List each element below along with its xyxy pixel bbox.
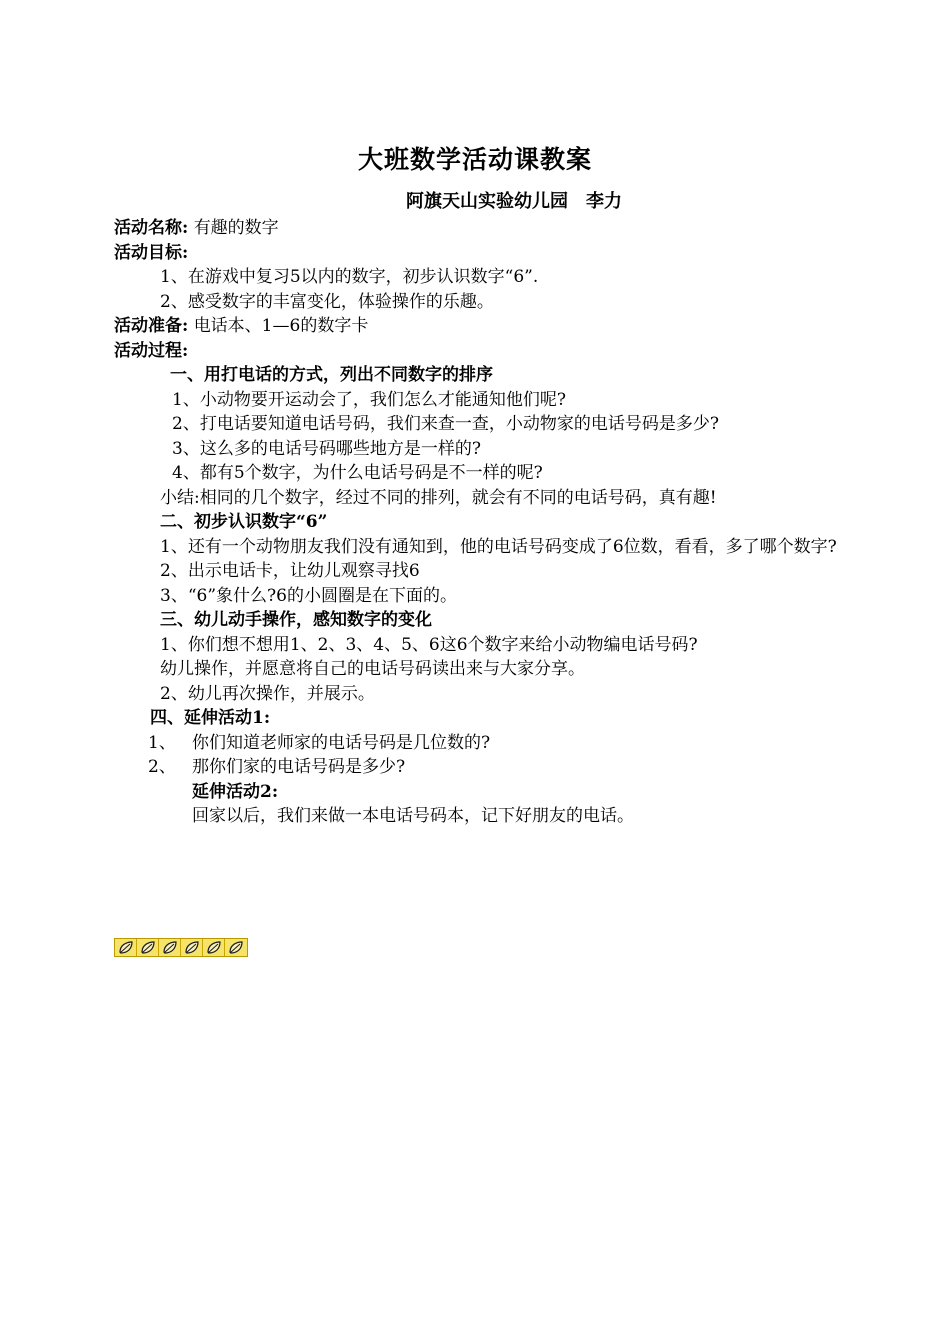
section-item: 1、还有一个动物朋友我们没有通知到，他的电话号码变成了6位数，看看，多了哪个数字? xyxy=(160,536,837,557)
leaf-icon xyxy=(203,939,225,956)
section-item: 1、小动物要开运动会了，我们怎么才能通知他们呢? xyxy=(172,389,566,410)
author-line: 阿旗天山实验幼儿园 李力 xyxy=(406,191,622,212)
section-item: 幼儿操作，并愿意将自己的电话号码读出来与大家分享。 xyxy=(160,659,585,679)
goal-item: 2、感受数字的丰富变化，体验操作的乐趣。 xyxy=(160,291,494,312)
activity-name-value: 有趣的数字 xyxy=(193,218,279,238)
section-item: 3、这么多的电话号码哪些地方是一样的? xyxy=(172,438,481,459)
sub-text: 回家以后，我们来做一本电话号码本，记下好朋友的电话。 xyxy=(192,806,634,826)
item-number: 2、 xyxy=(148,757,176,777)
section-heading: 四、延伸活动1: xyxy=(150,708,271,728)
leaf-icon xyxy=(181,939,203,956)
leaf-icon xyxy=(159,939,181,956)
item-text: 那你们家的电话号码是多少? xyxy=(192,757,406,777)
section-item: 2、幼儿再次操作，并展示。 xyxy=(160,683,375,704)
activity-name-label: 活动名称: xyxy=(114,218,189,238)
numbered-item xyxy=(114,755,840,780)
section-heading: 一、用打电话的方式，列出不同数字的排序 xyxy=(170,365,493,385)
item-number: 1、 xyxy=(148,732,176,753)
prep-row xyxy=(114,314,840,339)
item-text: 你们知道老师家的电话号码是几位数的? xyxy=(192,732,491,753)
section-item: 1、你们想不想用1、2、3、4、5、6这6个数字来给小动物编电话号码? xyxy=(160,634,698,655)
activity-name-row xyxy=(114,216,840,241)
process-label: 活动过程: xyxy=(114,340,189,361)
document-body xyxy=(114,216,840,829)
section-item: 4、都有5个数字，为什么电话号码是不一样的呢? xyxy=(172,463,543,483)
decorative-icon-strip xyxy=(114,938,248,957)
section-heading: 三、幼儿动手操作，感知数字的变化 xyxy=(160,610,432,630)
section-summary: 小结:相同的几个数字，经过不同的排列，就会有不同的电话号码，真有趣! xyxy=(160,487,717,508)
section-item: 2、打电话要知道电话号码，我们来查一查，小动物家的电话号码是多少? xyxy=(172,414,719,434)
leaf-icon xyxy=(225,939,247,956)
section-item: 3、“6”象什么?6的小圆圈是在下面的。 xyxy=(160,585,457,606)
sub-heading: 延伸活动2: xyxy=(192,781,279,802)
prep-label: 活动准备: xyxy=(114,316,189,336)
numbered-item xyxy=(114,731,840,756)
leaf-icon xyxy=(137,939,159,956)
page-title: 大班数学活动课教案 xyxy=(357,145,592,174)
section-item: 2、出示电话卡，让幼儿观察寻找6 xyxy=(160,561,420,581)
prep-value: 电话本、1—6的数字卡 xyxy=(193,316,369,336)
leaf-icon xyxy=(115,939,137,956)
section-heading: 二、初步认识数字“6” xyxy=(160,512,328,532)
goal-item: 1、在游戏中复习5以内的数字，初步认识数字“6”. xyxy=(160,267,539,287)
goals-label: 活动目标: xyxy=(114,242,189,263)
